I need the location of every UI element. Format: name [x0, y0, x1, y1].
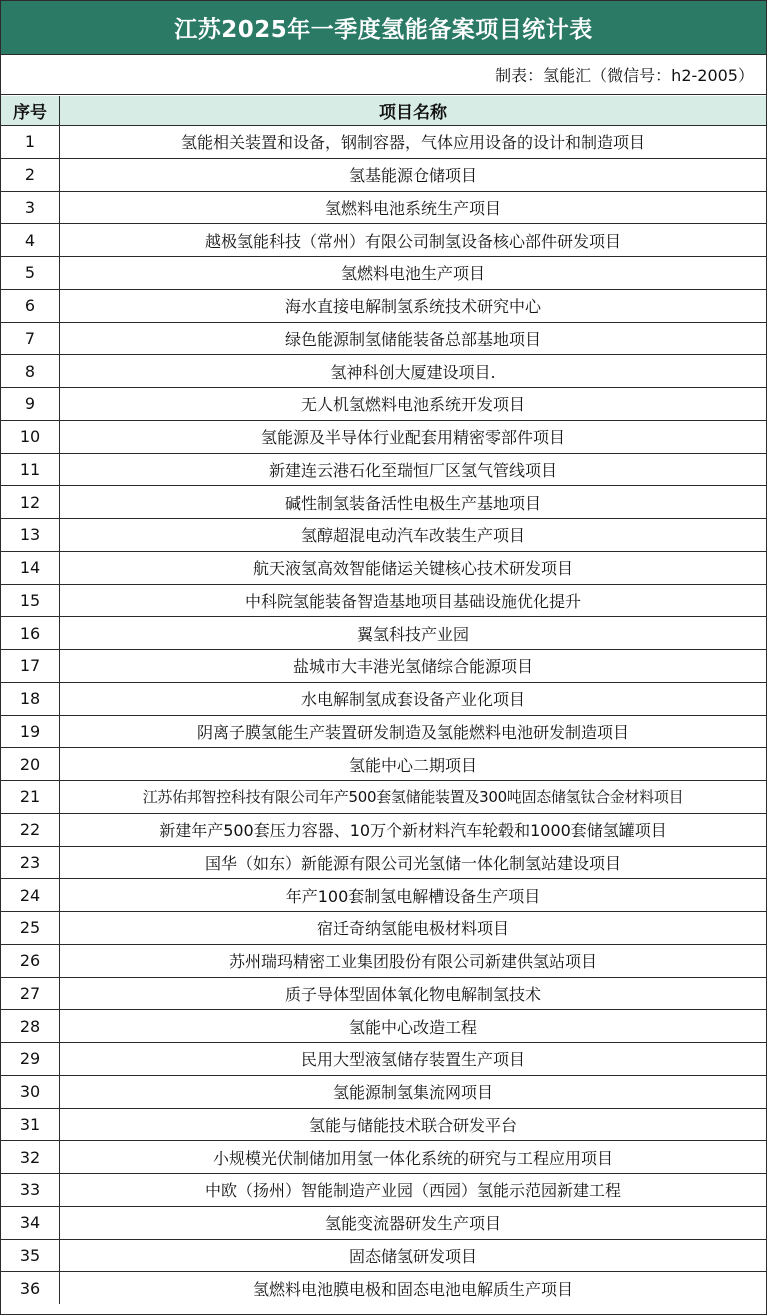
table-row [1, 1076, 766, 1109]
row-index: 15 [1, 585, 60, 617]
row-index: 27 [1, 978, 60, 1010]
table-row [1, 454, 766, 487]
table-row [1, 978, 766, 1011]
table-title: 江苏2025年一季度氢能备案项目统计表 [1, 1, 766, 55]
row-index: 4 [1, 224, 60, 256]
row-project-name: 绿色能源制氢储能装备总部基地项目 [284, 329, 541, 349]
table-row [1, 748, 766, 781]
row-project-name: 民用大型液氢储存装置生产项目 [300, 1050, 525, 1070]
row-index: 24 [1, 879, 60, 911]
row-index: 36 [1, 1272, 60, 1304]
row-index: 26 [1, 945, 60, 977]
row-index: 18 [1, 683, 60, 715]
row-index: 3 [1, 192, 60, 224]
table-row [1, 1272, 766, 1304]
row-project-name: 国华（如东）新能源有限公司光氢储一体化制氢站建设项目 [204, 853, 621, 873]
row-project-name: 固态储氢研发项目 [348, 1246, 477, 1266]
row-project-name: 氢能变流器研发生产项目 [324, 1214, 501, 1234]
table-row [1, 421, 766, 454]
table-header-row [1, 96, 766, 126]
row-index: 17 [1, 650, 60, 682]
row-project-name: 苏州瑞玛精密工业集团股份有限公司新建供氢站项目 [228, 952, 597, 972]
row-project-name: 海水直接电解制氢系统技术研究中心 [284, 297, 541, 317]
row-project-name: 质子导体型固体氧化物电解制氢技术 [284, 984, 541, 1004]
row-project-name: 翼氢科技产业园 [356, 624, 469, 644]
row-index: 9 [1, 388, 60, 420]
row-index: 21 [1, 781, 60, 813]
table-row [1, 323, 766, 356]
row-project-name: 氢神科创大厦建设项目. [330, 362, 496, 382]
row-index: 20 [1, 748, 60, 780]
table-row [1, 879, 766, 912]
row-project-name: 航天液氢高效智能储运关键核心技术研发项目 [252, 559, 573, 579]
row-project-name: 氢能源制氢集流网项目 [332, 1083, 493, 1103]
row-index: 8 [1, 355, 60, 387]
table-row [1, 552, 766, 585]
table-row [1, 1141, 766, 1174]
table-row [1, 126, 766, 159]
row-index: 2 [1, 159, 60, 191]
row-index: 25 [1, 912, 60, 944]
row-index: 1 [1, 126, 60, 158]
table-row [1, 159, 766, 192]
row-project-name: 小规模光伏制储加用氢一体化系统的研究与工程应用项目 [212, 1148, 613, 1168]
table-row [1, 650, 766, 683]
row-index: 12 [1, 486, 60, 518]
table-row [1, 1240, 766, 1273]
table-row [1, 290, 766, 323]
table-row [1, 519, 766, 552]
header-name: 项目名称 [379, 103, 447, 123]
table-row [1, 486, 766, 519]
row-index: 6 [1, 290, 60, 322]
row-index: 35 [1, 1240, 60, 1272]
row-project-name: 氢能中心改造工程 [348, 1017, 477, 1037]
row-index: 14 [1, 552, 60, 584]
row-project-name: 新建年产500套压力容器、10万个新材料汽车轮毂和1000套储氢罐项目 [159, 821, 667, 841]
table-row [1, 1207, 766, 1240]
row-index: 33 [1, 1174, 60, 1206]
row-project-name: 江苏佑邦智控科技有限公司年产500套氢储能装置及300吨固态储氢钛合金材料项目 [142, 788, 684, 807]
row-index: 30 [1, 1076, 60, 1108]
table-row [1, 1174, 766, 1207]
row-index: 19 [1, 716, 60, 748]
table-row [1, 945, 766, 978]
row-index: 7 [1, 323, 60, 355]
table-row [1, 1109, 766, 1142]
table-row [1, 716, 766, 749]
row-project-name: 氢能相关装置和设备，钢制容器，气体应用设备的设计和制造项目 [180, 133, 645, 153]
header-index: 序号 [1, 96, 60, 125]
table-credit: 制表：氢能汇（微信号：h2-2005） [1, 55, 766, 95]
row-project-name: 氢能与储能技术联合研发平台 [308, 1115, 517, 1135]
table-row [1, 388, 766, 421]
row-project-name: 氢能源及半导体行业配套用精密零部件项目 [260, 428, 565, 448]
row-project-name: 阴离子膜氢能生产装置研发制造及氢能燃料电池研发制造项目 [196, 722, 629, 742]
row-index: 23 [1, 847, 60, 879]
row-index: 10 [1, 421, 60, 453]
row-project-name: 氢醇超混电动汽车改装生产项目 [300, 526, 525, 546]
row-index: 5 [1, 257, 60, 289]
row-project-name: 中科院氢能装备智造基地项目基础设施优化提升 [244, 591, 581, 611]
table-row [1, 192, 766, 225]
row-index: 22 [1, 814, 60, 846]
table-row [1, 1043, 766, 1076]
table-row [1, 683, 766, 716]
row-project-name: 新建连云港石化至瑞恒厂区氢气管线项目 [268, 460, 557, 480]
table-row [1, 1010, 766, 1043]
row-project-name: 氢能中心二期项目 [348, 755, 477, 775]
row-index: 28 [1, 1010, 60, 1042]
table-row [1, 814, 766, 847]
row-project-name: 氢燃料电池系统生产项目 [324, 198, 501, 218]
row-index: 16 [1, 617, 60, 649]
table-row [1, 781, 766, 814]
row-project-name: 无人机氢燃料电池系统开发项目 [300, 395, 525, 415]
table-row [1, 912, 766, 945]
row-index: 11 [1, 454, 60, 486]
row-index: 32 [1, 1141, 60, 1173]
row-index: 31 [1, 1109, 60, 1141]
row-project-name: 中欧（扬州）智能制造产业园（西园）氢能示范园新建工程 [204, 1181, 621, 1201]
row-project-name: 氢燃料电池膜电极和固态电池电解质生产项目 [252, 1279, 573, 1299]
table-row [1, 257, 766, 290]
table-body [1, 126, 766, 1304]
row-project-name: 盐城市大丰港光氢储综合能源项目 [292, 657, 533, 677]
row-project-name: 氢基能源仓储项目 [348, 166, 477, 186]
row-index: 34 [1, 1207, 60, 1239]
row-project-name: 年产100套制氢电解槽设备生产项目 [285, 886, 541, 906]
row-project-name: 水电解制氢成套设备产业化项目 [300, 690, 525, 710]
row-project-name: 越极氢能科技（常州）有限公司制氢设备核心部件研发项目 [204, 231, 621, 251]
table-row [1, 847, 766, 880]
row-index: 13 [1, 519, 60, 551]
table-row [1, 355, 766, 388]
row-project-name: 碱性制氢装备活性电极生产基地项目 [284, 493, 541, 513]
table-row [1, 585, 766, 618]
row-project-name: 宿迁奇纳氢能电极材料项目 [316, 919, 509, 939]
table-row [1, 617, 766, 650]
table-row [1, 224, 766, 257]
row-project-name: 氢燃料电池生产项目 [340, 264, 485, 284]
row-index: 29 [1, 1043, 60, 1075]
